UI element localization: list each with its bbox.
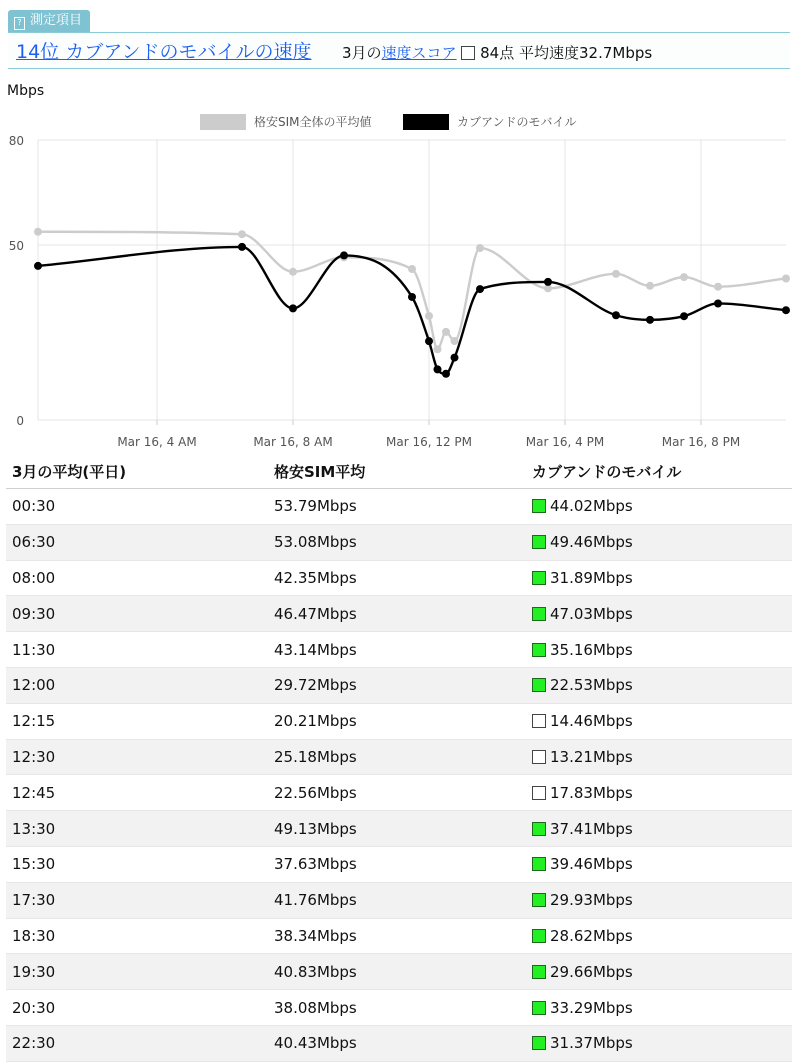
point-sim-average [476,244,484,252]
cell-kabuand [532,927,792,945]
cell-kabuand-value: 49.46Mbps [550,533,633,552]
score-value: 84点 [480,44,515,62]
cell-sim-average: 25.18Mbps [274,747,357,766]
green-square-icon [532,1036,546,1050]
point-sim-average [451,337,459,345]
cell-kabuand [532,1034,792,1052]
cell-kabuand-value: 17.83Mbps [550,783,633,802]
cell-time: 22:30 [12,1034,56,1053]
cell-kabuand-value: 28.62Mbps [550,926,633,945]
legend-swatch [200,114,246,130]
cell-kabuand-value: 33.29Mbps [550,998,633,1017]
table-row [6,596,792,632]
green-square-icon [532,1001,546,1015]
point-kabuand [476,285,484,293]
cell-time: 15:30 [12,855,56,874]
header-time: 3月の平均(平日) [12,463,127,481]
green-square-icon [532,607,546,621]
cell-kabuand [532,712,792,730]
cell-kabuand [532,784,792,802]
cell-time: 13:30 [12,819,56,838]
point-kabuand [434,365,442,373]
cell-sim-average: 53.79Mbps [274,497,357,516]
cell-kabuand [532,641,792,659]
empty-square-icon [532,786,546,800]
green-square-icon [532,965,546,979]
point-sim-average [680,273,688,281]
cell-sim-average: 38.08Mbps [274,998,357,1017]
table-row [6,1026,792,1062]
cell-kabuand-value: 31.89Mbps [550,568,633,587]
green-square-icon [532,499,546,513]
point-kabuand [425,337,433,345]
point-kabuand [451,354,459,362]
empty-square-icon [532,714,546,728]
cell-sim-average: 42.35Mbps [274,568,357,587]
cell-kabuand-value: 44.02Mbps [550,497,633,516]
table-row [6,954,792,990]
y-tick-label: 50 [8,239,24,253]
cell-kabuand-value: 47.03Mbps [550,604,633,623]
green-square-icon [532,643,546,657]
point-kabuand [612,311,620,319]
table-row [6,704,792,740]
cell-time: 20:30 [12,998,56,1017]
point-kabuand [34,262,42,270]
y-tick-label: 0 [16,414,24,428]
cell-sim-average: 40.43Mbps [274,1034,357,1053]
rank-title-link[interactable]: 14位 カブアンドのモバイルの速度 [16,41,312,63]
point-sim-average [425,312,433,320]
table-header-row [6,455,792,489]
cell-kabuand-value: 39.46Mbps [550,855,633,874]
table-row [6,632,792,668]
cell-kabuand [532,569,792,587]
point-sim-average [434,345,442,353]
table-row [6,775,792,811]
cell-sim-average: 53.08Mbps [274,533,357,552]
score-box-icon [461,46,475,60]
cell-sim-average: 38.34Mbps [274,926,357,945]
point-sim-average [612,270,620,278]
x-tick-label: Mar 16, 4 PM [525,435,605,449]
point-kabuand [680,312,688,320]
cell-kabuand [532,676,792,694]
cell-kabuand [532,497,792,515]
cell-time: 12:15 [12,712,56,731]
cell-kabuand [532,855,792,873]
title-bar [8,32,790,69]
cell-time: 08:00 [12,568,56,587]
cell-time: 11:30 [12,640,56,659]
legend-label: カブアンドのモバイル [457,115,577,129]
point-kabuand [340,251,348,259]
cell-kabuand-value: 29.93Mbps [550,891,633,910]
speed-table [6,455,792,1062]
cell-kabuand-value: 37.41Mbps [550,819,633,838]
green-square-icon [532,893,546,907]
table-row [6,740,792,776]
cell-sim-average: 29.72Mbps [274,676,357,695]
point-kabuand [714,299,722,307]
green-square-icon [532,678,546,692]
table-row [6,561,792,597]
cell-sim-average: 46.47Mbps [274,604,357,623]
cell-time: 06:30 [12,533,56,552]
point-sim-average [442,328,450,336]
point-kabuand [544,278,552,286]
x-tick-label: Mar 16, 8 PM [661,435,741,449]
table-row [6,489,792,525]
cell-time: 17:30 [12,891,56,910]
help-icon: ? [14,17,25,30]
y-tick-label: 80 [8,134,24,148]
table-row [6,668,792,704]
table-row [6,811,792,847]
score-summary [342,42,652,63]
point-kabuand [782,306,790,314]
header-kabuand: カブアンドのモバイル [532,463,682,481]
cell-kabuand [532,533,792,551]
cell-sim-average: 49.13Mbps [274,819,357,838]
cell-kabuand-value: 22.53Mbps [550,676,633,695]
cell-kabuand-value: 13.21Mbps [550,747,633,766]
x-tick-label: Mar 16, 8 AM [253,435,333,449]
y-axis-unit: Mbps [7,83,45,99]
average-speed: 平均速度32.7Mbps [519,44,653,62]
cell-time: 12:30 [12,747,56,766]
point-sim-average [714,283,722,291]
point-sim-average [646,282,654,290]
cell-time: 12:45 [12,783,56,802]
header-sim-average: 格安SIM平均 [274,463,366,481]
section-tag [8,10,90,32]
point-kabuand [408,293,416,301]
point-sim-average [782,274,790,282]
point-sim-average [408,265,416,273]
green-square-icon [532,822,546,836]
cell-kabuand-value: 35.16Mbps [550,640,633,659]
cell-time: 19:30 [12,962,56,981]
cell-kabuand-value: 31.37Mbps [550,1034,633,1053]
point-kabuand [238,243,246,251]
point-sim-average [34,228,42,236]
green-square-icon [532,929,546,943]
cell-kabuand [532,999,792,1017]
speed-score-link[interactable]: 速度スコア [381,44,457,62]
empty-square-icon [532,750,546,764]
point-sim-average [289,268,297,276]
cell-sim-average: 43.14Mbps [274,640,357,659]
cell-sim-average: 37.63Mbps [274,855,357,874]
point-kabuand [289,304,297,312]
cell-kabuand-value: 14.46Mbps [550,712,633,731]
series-line-sim-average [38,232,786,350]
cell-time: 09:30 [12,604,56,623]
cell-time: 12:00 [12,676,56,695]
green-square-icon [532,571,546,585]
cell-kabuand-value: 29.66Mbps [550,962,633,981]
table-row [6,990,792,1026]
green-square-icon [532,857,546,871]
cell-kabuand [532,891,792,909]
table-row [6,847,792,883]
cell-kabuand [532,748,792,766]
cell-kabuand [532,605,792,623]
table-row [6,883,792,919]
point-kabuand [646,316,654,324]
cell-time: 18:30 [12,926,56,945]
table-row [6,919,792,955]
point-sim-average [238,230,246,238]
x-tick-label: Mar 16, 4 AM [117,435,197,449]
speed-chart [0,100,800,455]
cell-sim-average: 20.21Mbps [274,712,357,731]
cell-sim-average: 40.83Mbps [274,962,357,981]
month-prefix: 3月の [342,44,382,62]
x-tick-label: Mar 16, 12 PM [385,435,473,449]
cell-sim-average: 22.56Mbps [274,783,357,802]
legend-label: 格安SIM全体の平均値 [254,115,372,129]
legend-swatch [403,114,449,130]
green-square-icon [532,535,546,549]
cell-kabuand [532,820,792,838]
section-tag-label: 測定項目 [30,13,83,28]
cell-sim-average: 41.76Mbps [274,891,357,910]
table-row [6,525,792,561]
cell-time: 00:30 [12,497,56,516]
point-kabuand [442,370,450,378]
cell-kabuand [532,963,792,981]
